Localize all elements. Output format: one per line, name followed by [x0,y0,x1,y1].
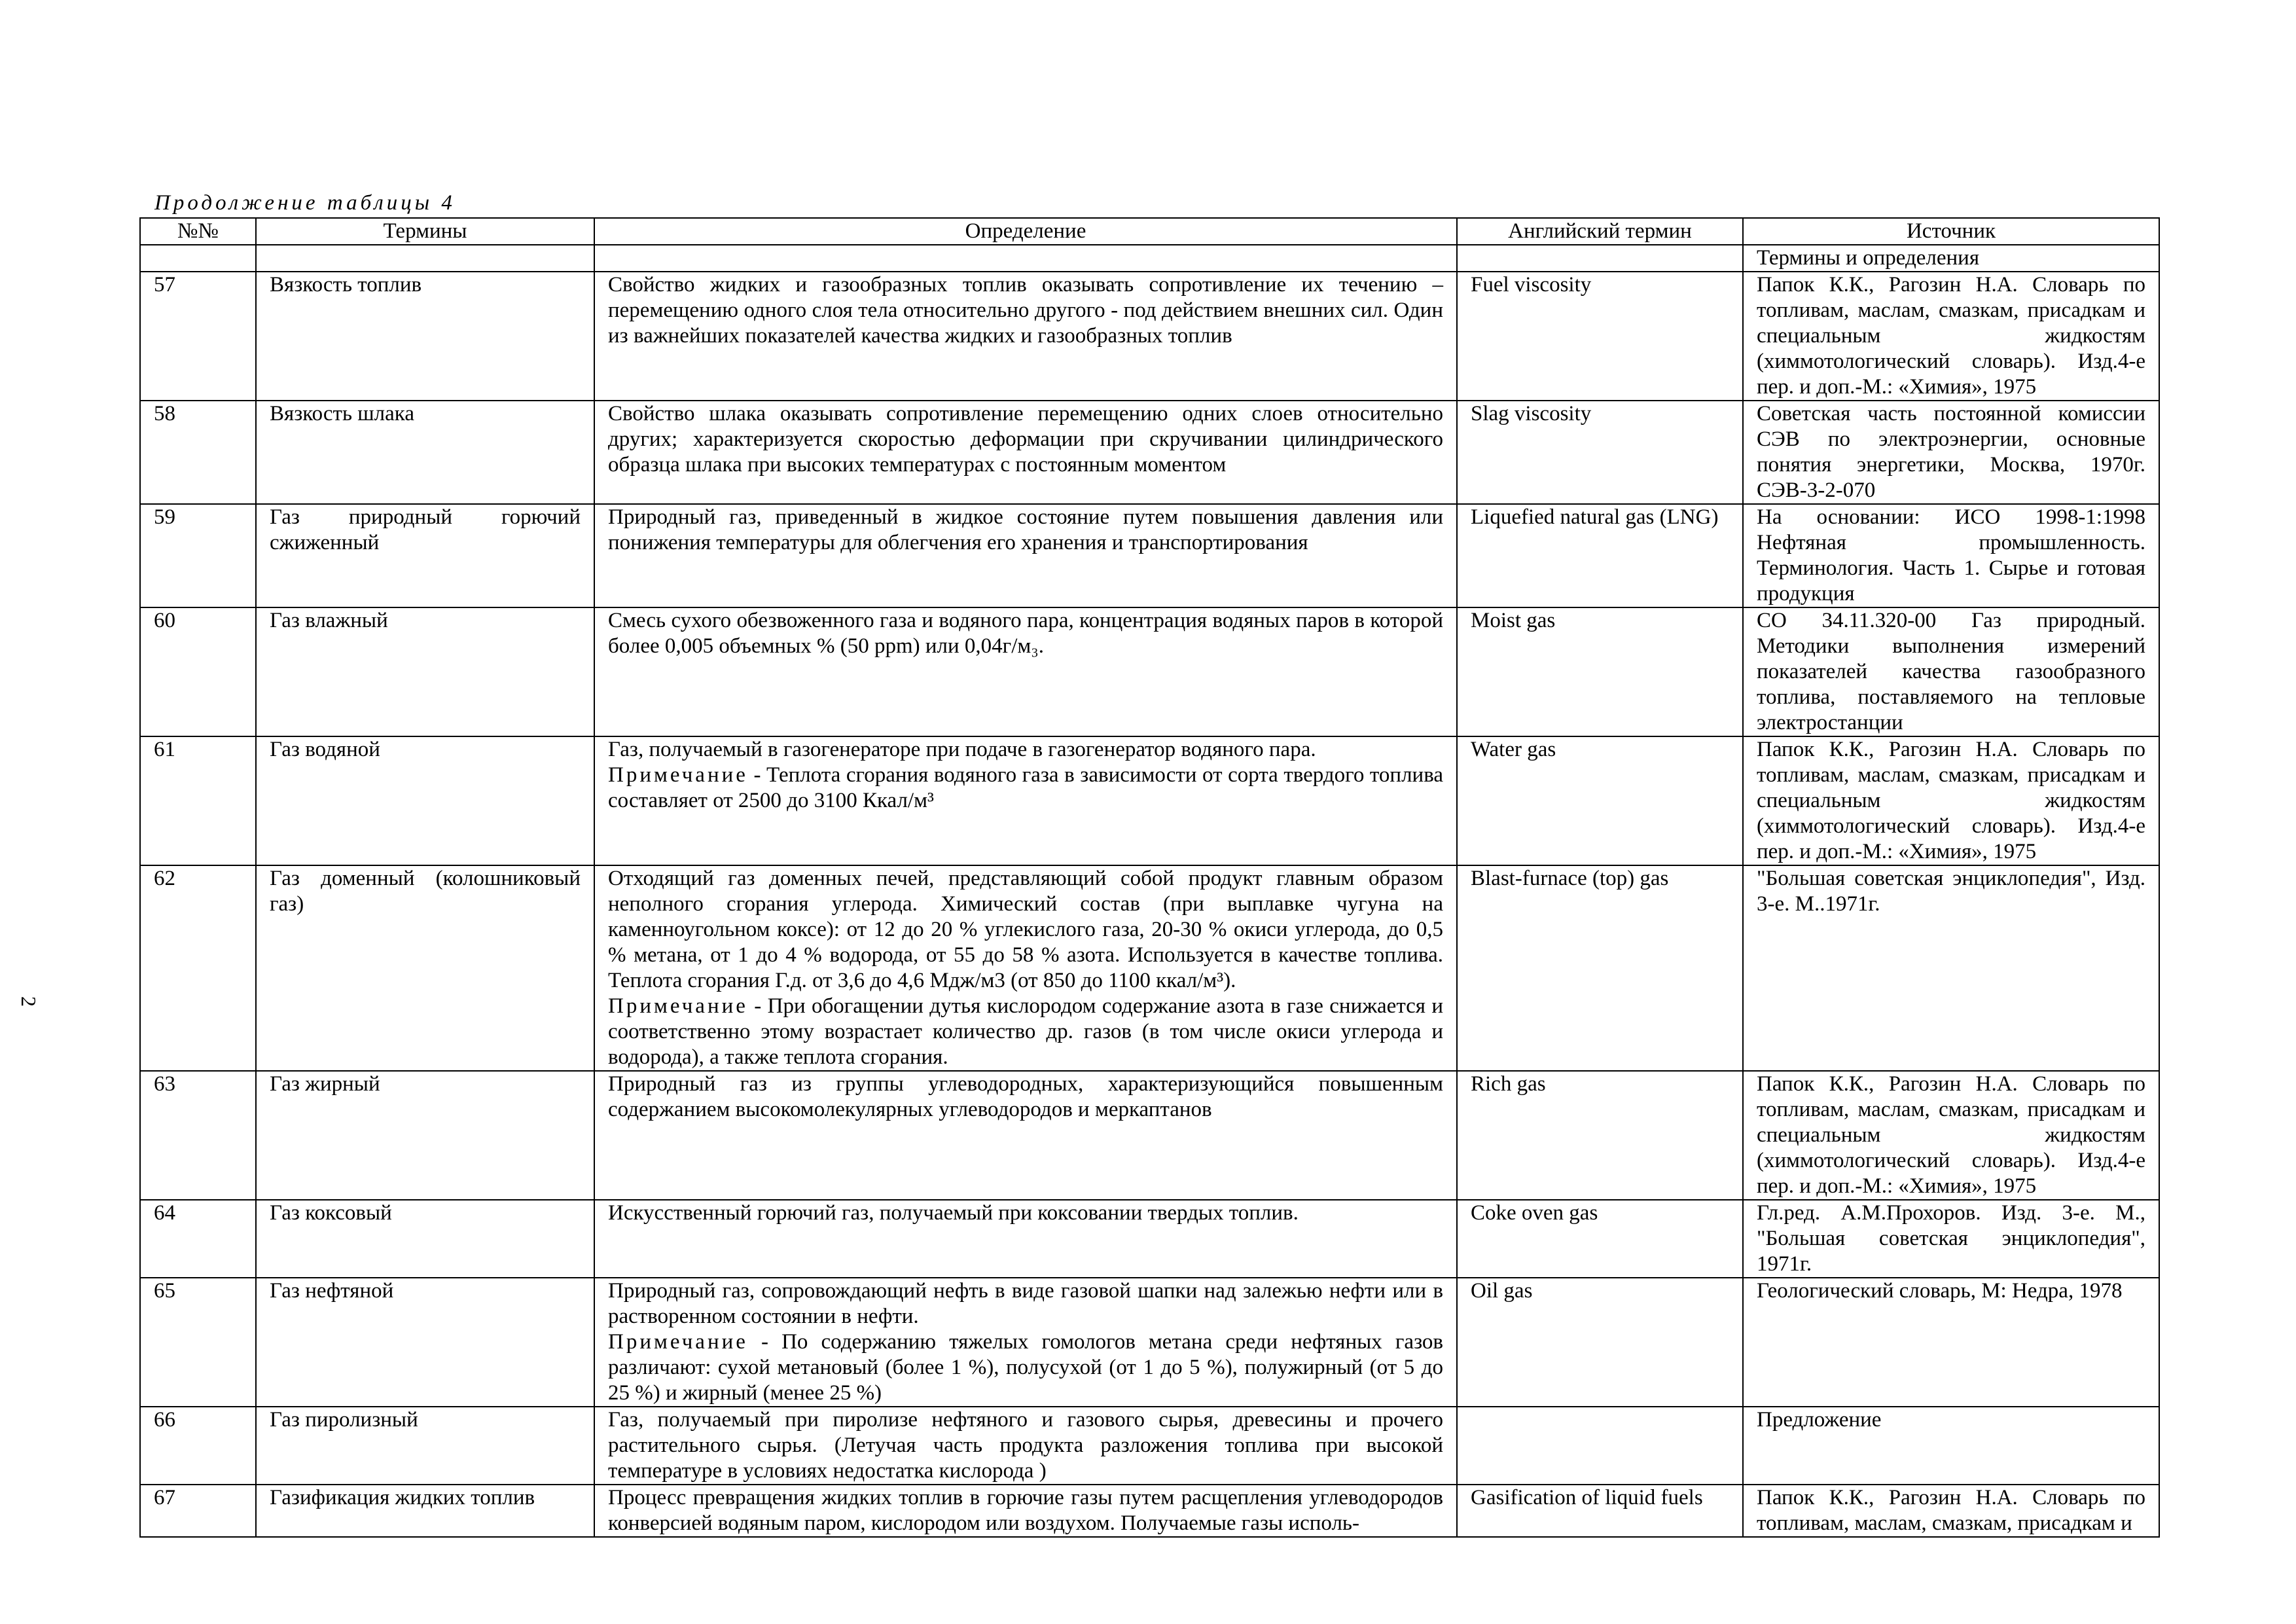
row-english-term: Blast-furnace (top) gas [1457,865,1743,1071]
definition-text: Искусственный горючий газ, получаемый при коксовании твердых топлив. [608,1201,1299,1225]
definition-text: Природный газ, сопровождающий нефть в виде газовой шапки над залежью нефти или в растворенном состоянии в нефти. [608,1279,1443,1328]
row-term: Газ доменный (колошниковый газ) [256,865,594,1071]
subheader-label: Термины и определения [1743,245,2159,272]
row-number: 61 [140,736,256,865]
note-label: Примечание [608,994,748,1018]
table-row [140,865,2159,1071]
row-definition [594,1071,1457,1200]
row-source: Папок К.К., Рагозин Н.А. Словарь по топливам, маслам, смазкам, присадкам и специальным жидкостям (химмотологический словарь). Изд.4-е пер. и доп.-М.: «Химия», 1975 [1743,736,2159,865]
table-header-row [140,218,2159,245]
row-definition [594,1407,1457,1485]
row-term: Газ природный горючий сжиженный [256,504,594,607]
table-row [140,736,2159,865]
row-definition [594,736,1457,865]
row-english-term: Moist gas [1457,607,1743,736]
table-caption: Продолжение таблицы 4 [154,191,456,215]
definition-text: Свойство жидких и газообразных топлив оказывать сопротивление их течению – перемещению одного слоя тела относительно другого - под действием внешних сил. Один из важнейших показателей качества жидких и газообразных топлив [608,273,1443,348]
definition-note [608,763,1443,814]
definition-text: Природный газ из группы углеводородных, характеризующийся повышенным содержанием высокомолекулярных углеводородов и меркаптанов [608,1072,1443,1121]
row-source: На основании: ИСО 1998-1:1998 Нефтяная промышленность. Терминология. Часть 1. Сырье и готовая продукция [1743,504,2159,607]
definition-note [608,1329,1443,1406]
row-number: 64 [140,1200,256,1278]
table-body [140,272,2159,1537]
row-term: Вязкость топлив [256,272,594,401]
row-number: 60 [140,607,256,736]
row-term: Газ пиролизный [256,1407,594,1485]
table-row [140,1485,2159,1537]
definition-text: Газ, получаемый при пиролизе нефтяного и газового сырья, древесины и прочего растительного сырья. (Летучая часть продукта разложения топлива при высокой температуре в условиях недостатка кислорода ) [608,1408,1443,1483]
row-english-term: Coke oven gas [1457,1200,1743,1278]
header-english-term: Английский термин [1457,218,1743,245]
row-number: 62 [140,865,256,1071]
note-text: - При обогащении дутья кислородом содержание азота в газе снижается и соответственно этому возрастает количество др. газов (в том числе окиси углерода и водорода), а также теплота сгорания. [608,994,1443,1069]
row-definition [594,1200,1457,1278]
header-definition: Определение [594,218,1457,245]
row-term: Газ коксовый [256,1200,594,1278]
note-label: Примечание [608,763,748,787]
row-number: 65 [140,1278,256,1407]
row-number: 58 [140,401,256,504]
row-source: Советская часть постоянной комиссии СЭВ по электроэнергии, основные понятия энергетики, Москва, 1970г. СЭВ-3-2-070 [1743,401,2159,504]
row-number: 63 [140,1071,256,1200]
row-term: Газификация жидких топлив [256,1485,594,1537]
row-term: Газ водяной [256,736,594,865]
definition-text: Смесь сухого обезвоженного газа и водяного пара, концентрация водяных паров в которой более 0,005 объемных % (50 ppm) или 0,04г/м₃. [608,609,1443,658]
row-definition [594,504,1457,607]
row-english-term: Rich gas [1457,1071,1743,1200]
row-english-term [1457,1407,1743,1485]
definition-text: Процесс превращения жидких топлив в горючие газы путем расщепления углеводородов конверсией водяным паром, кислородом или воздухом. Получаемые газы исполь- [608,1486,1443,1535]
row-source: Гл.ред. А.М.Прохоров. Изд. 3-е. М., "Большая советская энциклопедия", 1971г. [1743,1200,2159,1278]
table-row [140,607,2159,736]
header-source: Источник [1743,218,2159,245]
row-definition [594,401,1457,504]
row-source: Папок К.К., Рагозин Н.А. Словарь по топливам, маслам, смазкам, присадкам и [1743,1485,2159,1537]
row-source: "Большая советская энциклопедия", Изд. 3-е. М..1971г. [1743,865,2159,1071]
page-number: 2 [17,996,41,1007]
row-source: СО 34.11.320-00 Газ природный. Методики выполнения измерений показателей качества газообразного топлива, поставляемого на тепловые электростанции [1743,607,2159,736]
row-term: Вязкость шлака [256,401,594,504]
row-english-term: Water gas [1457,736,1743,865]
table-subheader-row [140,245,2159,272]
row-number: 67 [140,1485,256,1537]
definition-note [608,994,1443,1070]
row-definition [594,1485,1457,1537]
definition-text: Газ, получаемый в газогенераторе при подаче в газогенератор водяного пара. [608,738,1316,761]
header-terms: Термины [256,218,594,245]
note-text: - Теплота сгорания водяного газа в зависимости от сорта твердого топлива составляет от 2500 до 3100 Ккал/м³ [608,763,1443,812]
row-number: 66 [140,1407,256,1485]
definition-text: Природный газ, приведенный в жидкое состояние путем повышения давления или понижения температуры для облегчения его хранения и транспортирования [608,505,1443,554]
row-definition [594,607,1457,736]
row-number: 57 [140,272,256,401]
row-source: Папок К.К., Рагозин Н.А. Словарь по топливам, маслам, смазкам, присадкам и специальным жидкостям (химмотологический словарь). Изд.4-е пер. и доп.-М.: «Химия», 1975 [1743,272,2159,401]
row-term: Газ влажный [256,607,594,736]
table-row [140,1278,2159,1407]
row-english-term: Liquefied natural gas (LNG) [1457,504,1743,607]
table-row [140,1407,2159,1485]
row-source: Геологический словарь, М: Недра, 1978 [1743,1278,2159,1407]
table-row [140,401,2159,504]
row-source: Папок К.К., Рагозин Н.А. Словарь по топливам, маслам, смазкам, присадкам и специальным жидкостям (химмотологический словарь). Изд.4-е пер. и доп.-М.: «Химия», 1975 [1743,1071,2159,1200]
note-text: - По содержанию тяжелых гомологов метана среди нефтяных газов различают: сухой метановый (более 1 %), полусухой (от 1 до 5 %), полужирный (от 5 до 25 %) и жирный (менее 25 %) [608,1330,1443,1405]
definition-text: Свойство шлака оказывать сопротивление перемещению одних слоев относительно других; характеризуется скоростью деформации при скручивании цилиндрического образца шлака при высоких температурах с постоянным моментом [608,402,1443,477]
row-english-term: Gasification of liquid fuels [1457,1485,1743,1537]
table-row [140,504,2159,607]
row-english-term: Oil gas [1457,1278,1743,1407]
row-definition [594,1278,1457,1407]
terms-table [139,217,2160,1538]
row-english-term: Slag viscosity [1457,401,1743,504]
table-row [140,1200,2159,1278]
row-english-term: Fuel viscosity [1457,272,1743,401]
header-number: №№ [140,218,256,245]
row-term: Газ нефтяной [256,1278,594,1407]
definition-text: Отходящий газ доменных печей, представляющий собой продукт главным образом неполного сгорания углерода. Химический состав (при выплавке чугуна на каменноугольном коксе): от 12 до 20 % углекислого газа, 20-30 % окиси углерода, до 0,5 % метана, от 1 до 4 % водорода, от 55 до 58 % азота. Используется в качестве топлива. Теплота сгорания Г.д. от 3,6 до 4,6 Мдж/м3 (от 850 до 1100 ккал/м³). [608,867,1443,992]
row-definition [594,272,1457,401]
table-row [140,1071,2159,1200]
row-definition [594,865,1457,1071]
row-source: Предложение [1743,1407,2159,1485]
row-number: 59 [140,504,256,607]
row-term: Газ жирный [256,1071,594,1200]
note-label: Примечание [608,1330,748,1354]
table-row [140,272,2159,401]
